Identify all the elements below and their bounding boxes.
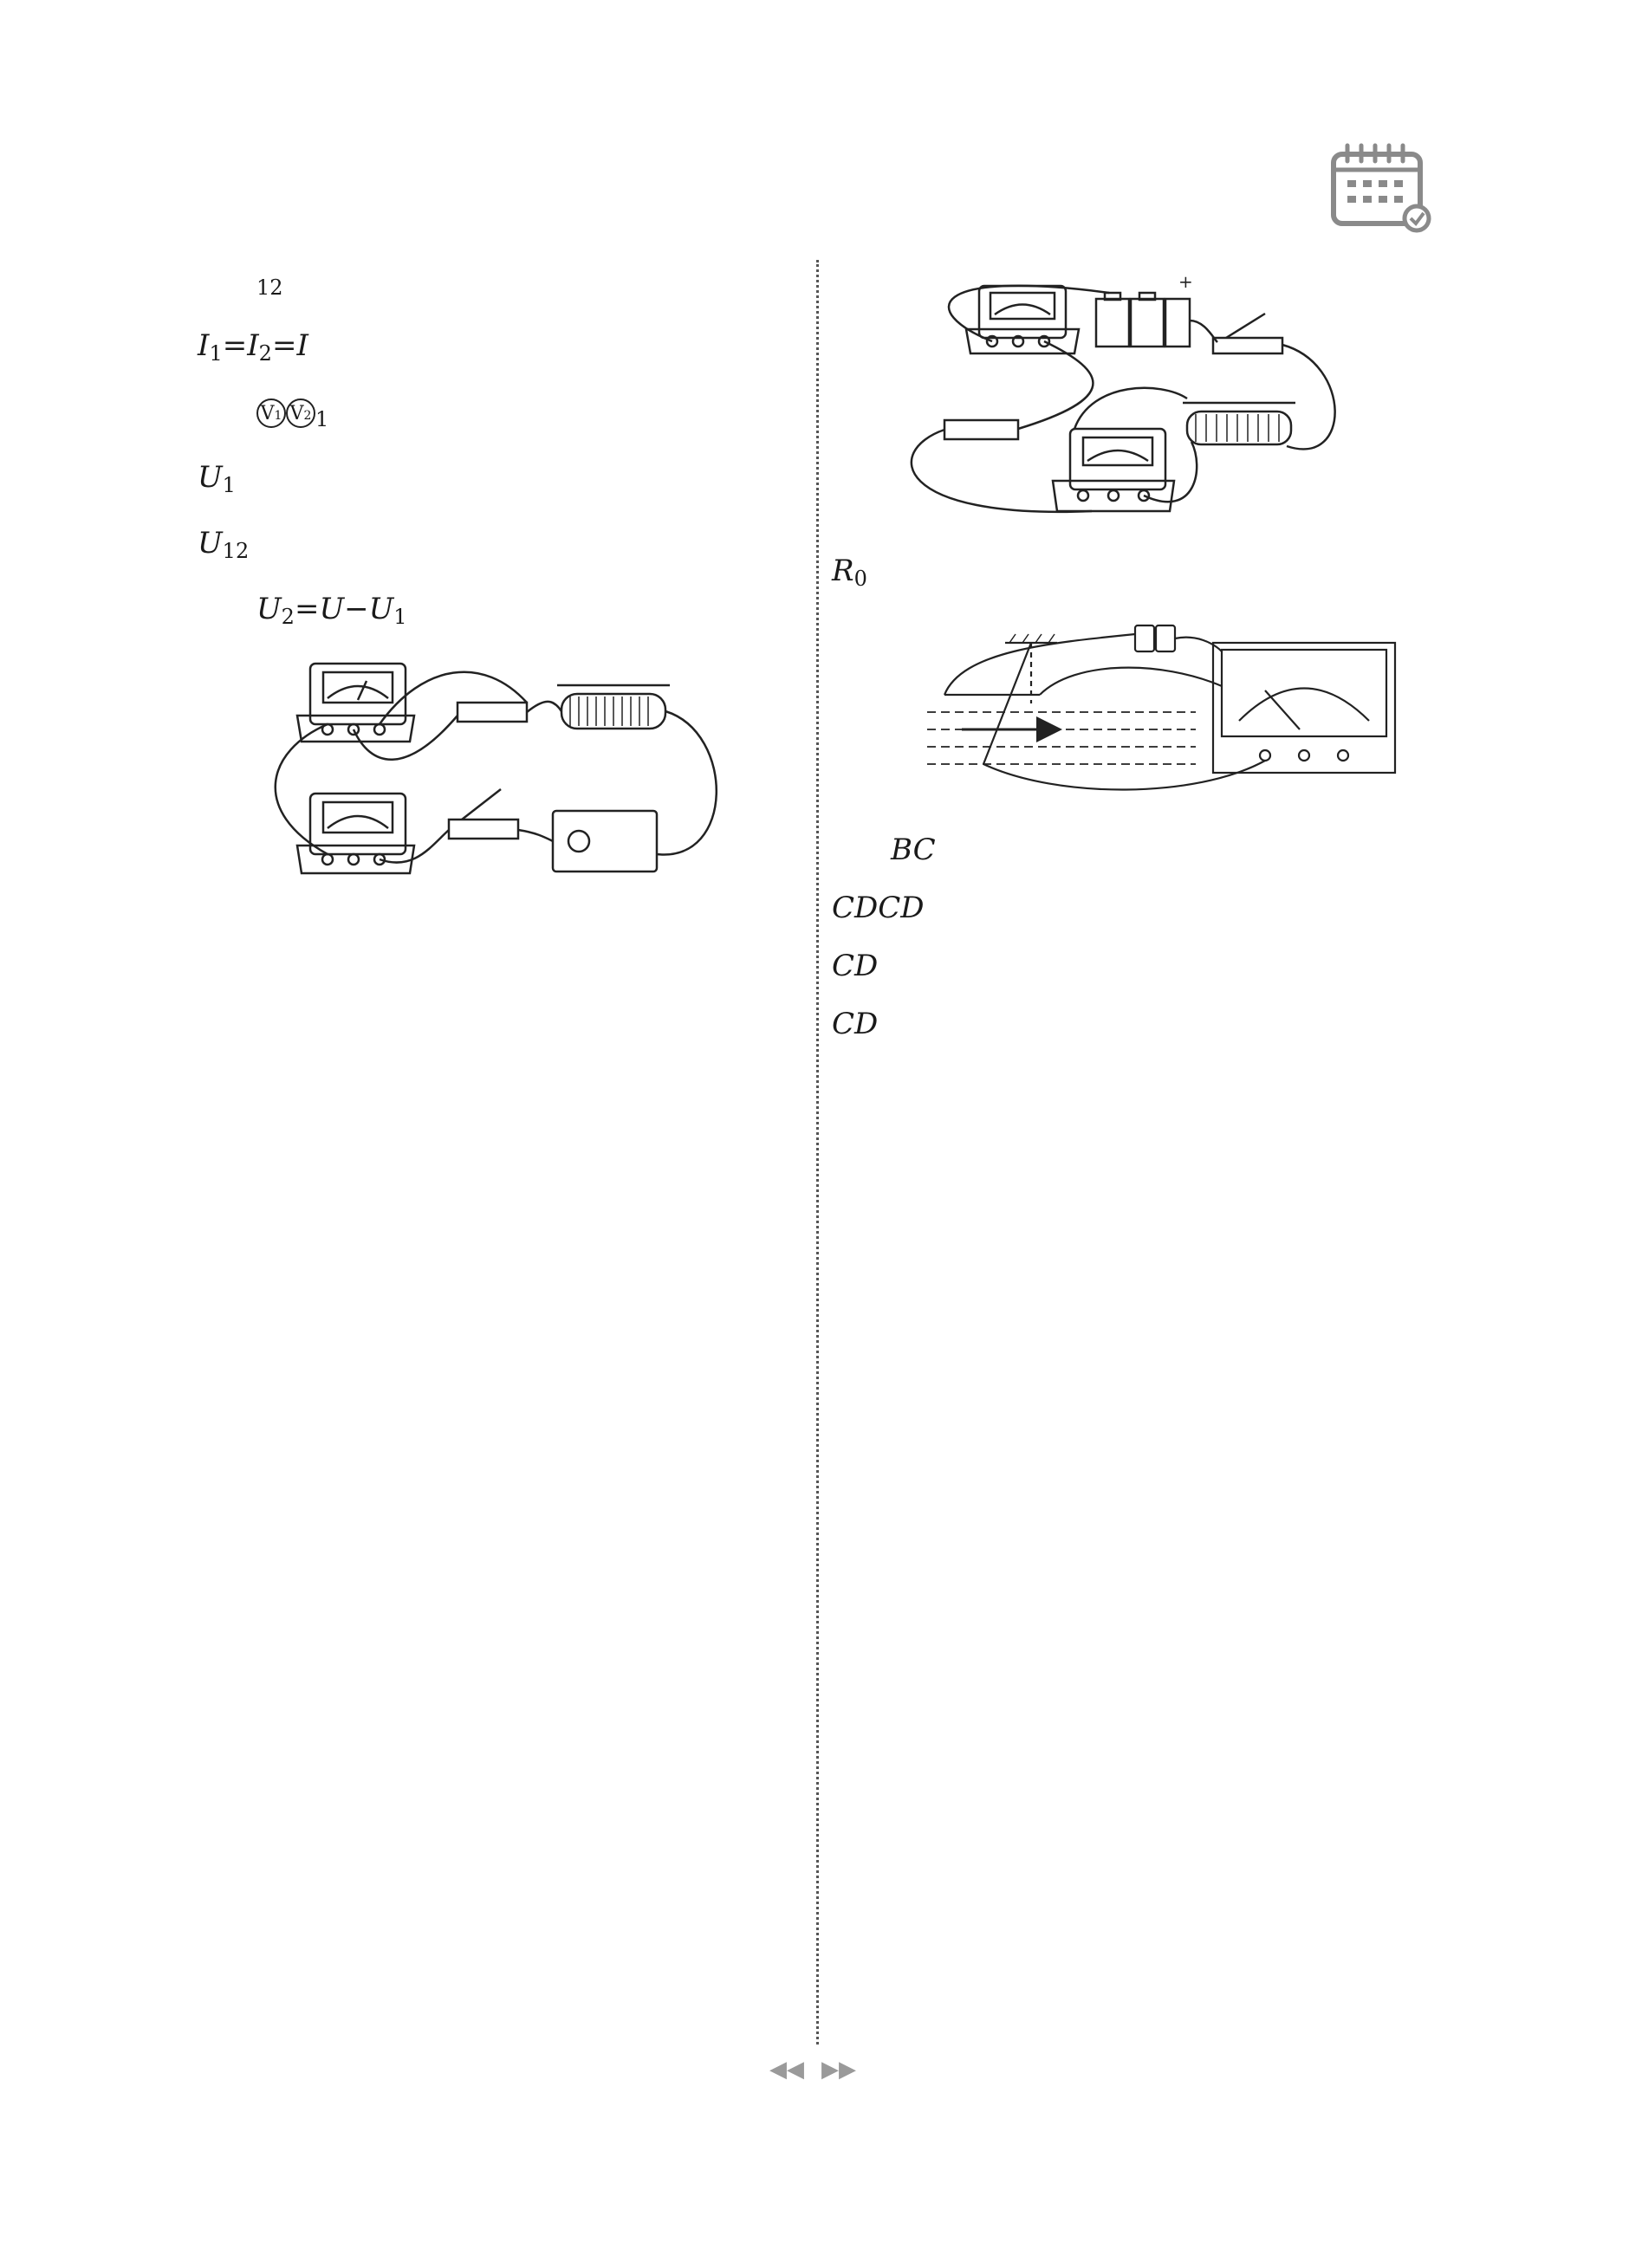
svg-text:+: + [1178, 271, 1193, 292]
q4-2-line3: CDCD [832, 891, 925, 925]
circuit-diagram-5-1 [198, 646, 795, 906]
calendar-icon [1330, 139, 1434, 234]
voltmeter-line4: $U_{12}$ [198, 526, 250, 563]
r0-line: $R_0$ [832, 554, 867, 591]
q21-line3: $I_1=I_2=I$ [198, 328, 308, 366]
figure-5-3 [832, 608, 1438, 799]
figure-5-1 [198, 646, 795, 906]
formula: $U_2=U-U_1$ [256, 592, 407, 629]
circuit-diagram-5-2 [832, 260, 1438, 520]
q21-line1: 12 [256, 275, 283, 300]
q4-2-line5: CD [832, 1007, 879, 1041]
next-arrow-icon: ▶▶ [821, 2057, 856, 2083]
voltmeter-line3: $U_1$ [198, 460, 236, 497]
circuit-diagram-5-3 [832, 608, 1438, 799]
left-column [198, 251, 795, 929]
v1-symbol: V1 [256, 399, 286, 428]
page-number [743, 2048, 882, 2091]
q4-2-line1: BC [891, 833, 936, 867]
prev-arrow-icon: ◀◀ [769, 2057, 804, 2083]
q4-2-line4: CD [832, 949, 879, 983]
v2-symbol: V2 [286, 399, 315, 428]
figure-5-2 [832, 260, 1438, 520]
right-column [832, 260, 1438, 1053]
column-divider [816, 260, 819, 2044]
voltmeter-line1: V1 V2 $_1$ [198, 383, 795, 449]
